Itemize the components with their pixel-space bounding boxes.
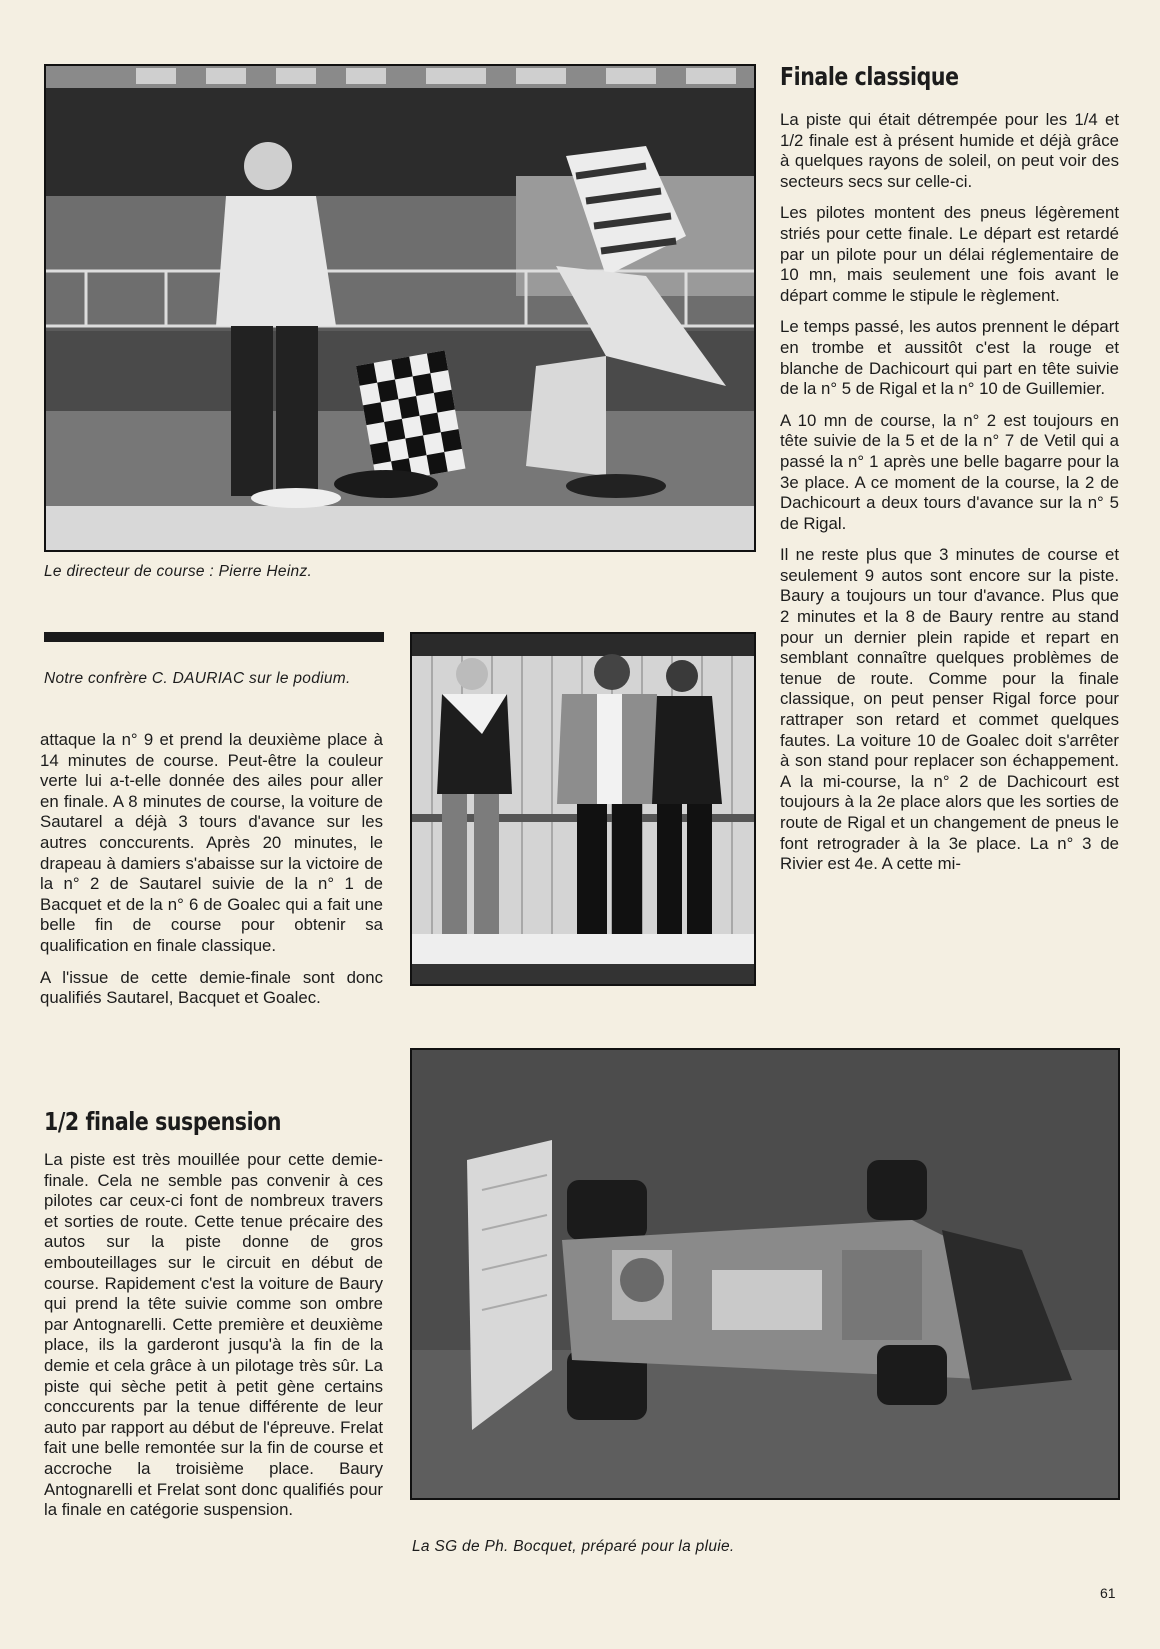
- demi-finale-continued-text: [40, 730, 383, 1020]
- rc-car-photo: [410, 1048, 1120, 1500]
- race-director-photo: [44, 64, 756, 552]
- rc-car-caption: La SG de Ph. Bocquet, préparé pour la pluie.: [412, 1538, 735, 1555]
- race-director-caption: Le directeur de course : Pierre Heinz.: [44, 563, 313, 580]
- page-number: 61: [1100, 1585, 1116, 1601]
- podium-caption: Notre confrère C. DAURIAC sur le podium.: [44, 670, 351, 687]
- demi-finale-suspension-heading: 1/2 finale suspension: [44, 1107, 282, 1136]
- paragraph: Il ne reste plus que 3 minutes de course et seulement 9 autos sont encore sur la piste. Baury a toujours un tour d'avance. Plus que 2 minutes et la 8 de Baury rentre au stand pour un dernier plein rapide et repart en semblant connaître quelques problèmes de tenue de route. Comme pour la finale classique, on peut penser Rigal force pour rattraper son retard et commet quelques fautes. La voiture 10 de Goalec doit s'arrêter à son stand pour replacer son échappement. A la mi-course, la n° 2 de Dachicourt est toujours à la 2e place alors que les sorties de route de Rigal et un changement de pneus le font retrograder à la 3e place. La n° 3 de Rivier est 4e. A cette mi-: [780, 545, 1119, 874]
- podium-photo: [410, 632, 756, 986]
- paragraph: La piste est très mouillée pour cette demie-finale. Cela ne semble pas convenir à ces pilotes car ceux-ci font de nombreux travers et sorties de route. Cette tenue précaire des autos sur la piste donne de gros embouteillages sur le circuit en début de course. Rapidement c'est la voiture de Baury qui prend la tête suivie comme son ombre par Antognarelli. Cette première et deuxième place, ils la garderont jusqu'à la fin de la demie et cela grâce à un pilotage très sûr. La piste qui sèche petit à petit gène certains conccurents par la tenue différente de leur auto par rapport au début de l'épreuve. Frelat fait une belle remontée sur la fin de course et accroche la troisième place. Baury Antognarelli et Frelat sont donc qualifiés pour la finale en catégorie suspension.: [44, 1150, 383, 1520]
- separator-rule: [44, 632, 384, 642]
- paragraph: La piste qui était détrempée pour les 1/4 et 1/2 finale est à présent humide et déjà grâce à quelques rayons de soleil, on peut voir des secteurs secs sur celle-ci.: [780, 110, 1119, 191]
- paragraph: Le temps passé, les autos prennent le départ en trombe et aussitôt c'est la rouge et blanche de Dachicourt qui part en tête suivie de la n° 5 de Rigal et la n° 10 de Guillemier.: [780, 317, 1119, 399]
- paragraph: A 10 mn de course, la n° 2 est toujours en tête suivie de la 5 et de la n° 7 de Vetil qui a passé la n° 1 après une belle bagarre pour la 3e place. A ce moment de la course, la 2 de Dachicourt a deux tours d'avance sur la n° 5 de Rigal.: [780, 410, 1119, 533]
- paragraph: A l'issue de cette demie-finale sont donc qualifiés Sautarel, Bacquet et Goalec.: [40, 967, 383, 1008]
- finale-classique-heading: Finale classique: [780, 62, 959, 91]
- paragraph: Les pilotes montent des pneus légèrement striés pour cette finale. Le départ est retardé par un pilote pour un délai réglementaire de 10 mn, mais seulement une fois avant le départ comme le stipule le règlement.: [780, 203, 1119, 305]
- paragraph: attaque la n° 9 et prend la deuxième place à 14 minutes de course. Peut-être la couleur verte lui a-t-elle donnée des ailes pour aller en finale. A 8 minutes de course, la voiture de Sautarel a déjà 3 tours d'avance sur les autres conccurents. Après 20 minutes, le drapeau à damiers s'abaisse sur la victoire de la n° 2 de Sautarel suivie de la n° 1 de Bacquet et de la n° 6 de Goalec qui a fait une belle fin de course pour obtenir sa qualification en finale classique.: [40, 730, 383, 955]
- finale-classique-text: [780, 110, 1119, 886]
- demi-finale-suspension-text: [44, 1150, 383, 1532]
